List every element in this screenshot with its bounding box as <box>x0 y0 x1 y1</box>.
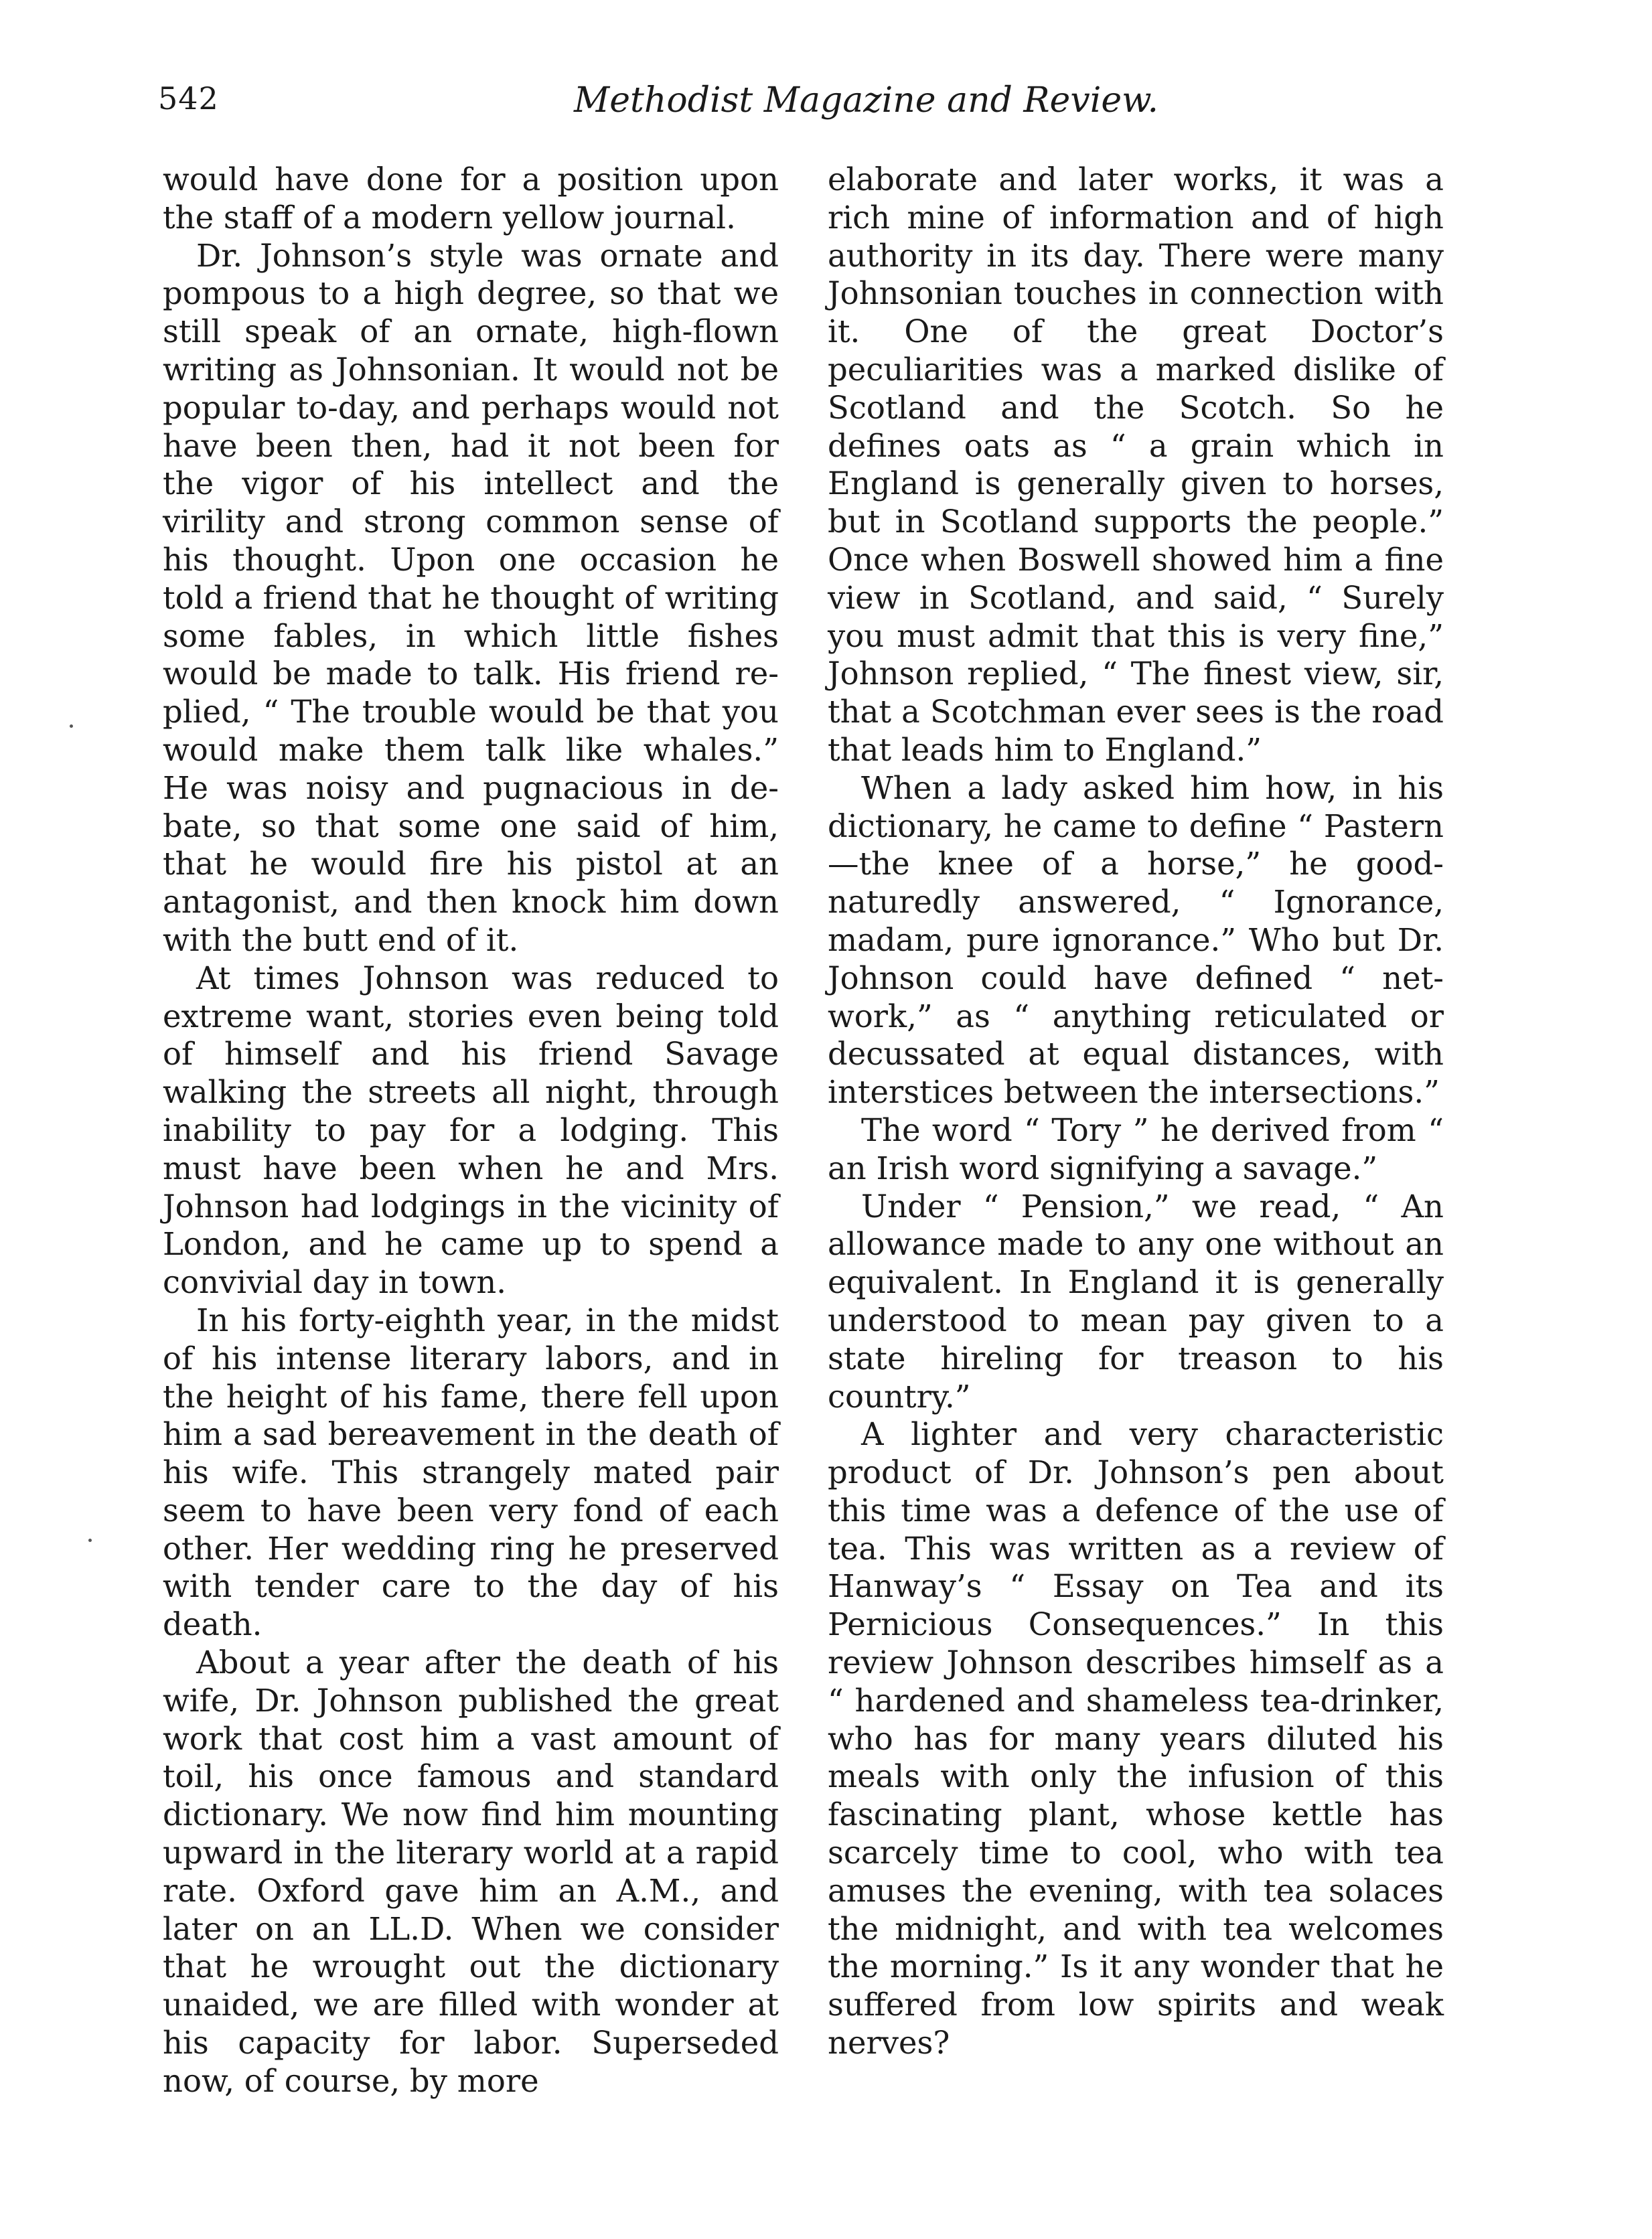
running-title: Methodist Magazine and Review. <box>574 80 1158 121</box>
paragraph: When a lady asked him how, in his dictionary, he came to define “ Pastern—the knee of a horse,” he good-naturedly answered, “ Ignorance, madam, pure ignorance.” Who but Dr. Johnson could have defined “ network,” as “ anything reticulated or decussated at equal distances, with interstices between the intersections.” <box>828 769 1444 1111</box>
page-number: 542 <box>158 80 219 117</box>
print-speck <box>88 1539 92 1542</box>
right-column <box>828 161 1444 2062</box>
paragraph: At times Johnson was reduced to extreme want, stories even being told of himself and his friend Savage walking the streets all night, through inability to pay for a lodging. This must have been when he and Mrs. Johnson had lodgings in the vicinity of London, and he came up to spend a convivial day in town. <box>163 959 779 1301</box>
paragraph: would have done for a position upon the staff of a modern yellow journal. <box>163 161 779 236</box>
print-speck <box>70 724 73 728</box>
paragraph: In his forty-eighth year, in the midst of his intense literary labors, and in the height of his fame, there fell upon him a sad bereavement in the death of his wife. This strangely mated pair seem to have been very fond of each other. Her wedding ring he preserved with tender care to the day of his death. <box>163 1302 779 1643</box>
paragraph: Under “ Pension,” we read, “ An allowance made to any one without an equivalent. In England it is generally understood to mean pay given to a state hireling for treason to his country.” <box>828 1188 1444 1415</box>
paragraph: Dr. Johnson’s style was ornate and pompous to a high degree, so that we still speak of an ornate, high-flown writing as Johnsonian. It would not be popular to-day, and perhaps would not have been then, had it not been for the vigor of his intellect and the virility and strong common sense of his thought. Upon one occasion he told a friend that he thought of writing some fables, in which little fishes would be made to talk. His friend replied, “ The trouble would be that you would make them talk like whales.” He was noisy and pugnacious in debate, so that some one said of him, that he would fire his pistol at an antagonist, and then knock him down with the butt end of it. <box>163 237 779 958</box>
left-column <box>163 161 779 2100</box>
paragraph: The word “ Tory ” he derived from “ an Irish word signifying a savage.” <box>828 1111 1444 1186</box>
paragraph: A lighter and very characteristic product of Dr. Johnson’s pen about this time was a defence of the use of tea. This was written as a review of Hanway’s “ Essay on Tea and its Pernicious Consequences.” In this review Johnson describes himself as a “ hardened and shameless tea-drinker, who has for many years diluted his meals with only the infusion of this fascinating plant, whose kettle has scarcely time to cool, who with tea amuses the evening, with tea solaces the midnight, and with tea welcomes the morning.” Is it any wonder that he suffered from low spirits and weak nerves? <box>828 1416 1444 2062</box>
paragraph: elaborate and later works, it was a rich mine of information and of high authority in its day. There were many Johnsonian touches in connection with it. One of the great Doctor’s peculiarities was a marked dislike of Scotland and the Scotch. So he defines oats as “ a grain which in England is generally given to horses, but in Scotland supports the people.” Once when Boswell showed him a fine view in Scotland, and said, “ Surely you must admit that this is very fine,” Johnson replied, “ The finest view, sir, that a Scotchman ever sees is the road that leads him to England.” <box>828 161 1444 768</box>
paragraph: About a year after the death of his wife, Dr. Johnson published the great work that cost him a vast amount of toil, his once famous and standard dictionary. We now find him mounting upward in the literary world at a rapid rate. Oxford gave him an A.M., and later on an LL.D. When we consider that he wrought out the dictionary unaided, we are filled with wonder at his capacity for labor. Superseded now, of course, by more <box>163 1644 779 2099</box>
